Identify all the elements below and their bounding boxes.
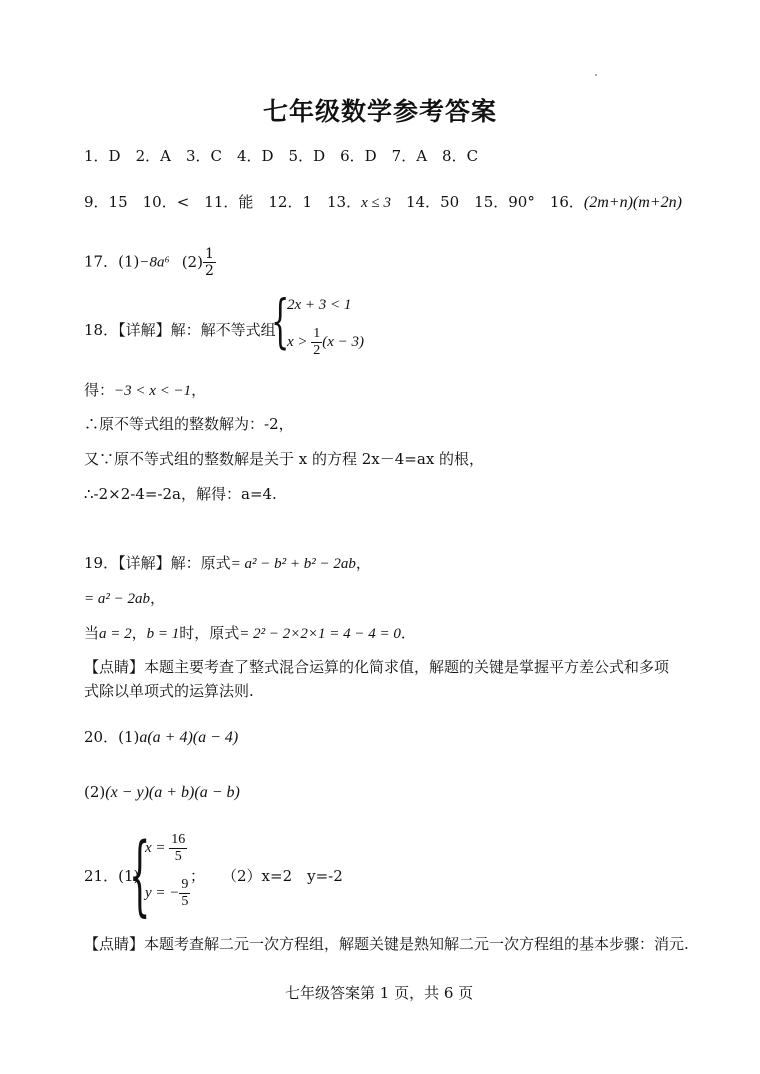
q20-part-2-math: (x − y)(a + b)(a − b) xyxy=(105,784,240,801)
q21-x-fraction xyxy=(169,832,187,865)
q19-when-sep: ， xyxy=(131,624,147,642)
q18-frac-den: 2 xyxy=(313,343,321,358)
q20-part-2-prefix: (2) xyxy=(84,783,106,801)
q21-label: 21．(1) xyxy=(84,867,140,885)
q18-frac-num: 1 xyxy=(313,326,321,341)
q19-expr-1: = a² − b² + b² − 2ab xyxy=(230,556,356,572)
q13-answer: x ≤ 3 xyxy=(361,195,391,211)
q19-when-calc: = 2² − 2×2×1 = 4 − 4 = 0 xyxy=(239,626,401,642)
q19-comment-1: 【点睛】本题主要考查了整式混合运算的化简求值，解题的关键是掌握平方差公式和多项 xyxy=(84,658,670,676)
q18-brace: { xyxy=(271,288,290,356)
q21-y-den: 5 xyxy=(181,894,189,909)
q21-separator: ； xyxy=(190,867,206,885)
q17-line xyxy=(84,246,216,279)
q19-comment-2: 式除以单项式的运算法则. xyxy=(84,682,254,700)
q17-part1: −8a⁶ xyxy=(139,254,170,271)
answers-line-2-mid: 14．50 15．90° 16． xyxy=(390,193,584,211)
q18-ineq-2-suffix: (x − 3) xyxy=(322,333,365,350)
q19-when-end: ． xyxy=(400,624,416,642)
q18-label: 18．【详解】解：解不等式组 xyxy=(84,321,276,339)
scan-speck xyxy=(595,74,597,76)
answers-line-2-prefix: 9．15 10．< 11．能 12．1 13． xyxy=(84,193,362,211)
page-title: 七年级数学参考答案 xyxy=(263,97,498,126)
q21-y-num: 9 xyxy=(181,877,189,892)
q17-frac-den: 2 xyxy=(204,263,214,279)
q18-step-1-prefix: 得： xyxy=(84,381,115,399)
q19-when-mid: 时，原式 xyxy=(179,624,240,642)
answers-line-2 xyxy=(84,191,682,212)
q20-part-1-math: a(a + 4)(a − 4) xyxy=(139,729,239,746)
q21-y-fraction xyxy=(179,877,190,910)
q19-expr-1-end: ， xyxy=(355,554,371,572)
q19-expr-2: = a² − 2ab xyxy=(84,591,150,607)
answers-line-1: 1．D 2．A 3．C 4．D 5．D 6．D 7．A 8．C xyxy=(84,147,479,165)
q21-comment: 【点睛】本题考查解二元一次方程组，解题关键是熟知解二元一次方程组的基本步骤：消元. xyxy=(84,935,689,953)
page-footer: 七年级答案第 1 页，共 6 页 xyxy=(285,984,474,1002)
q19-line-3 xyxy=(84,622,416,643)
q18-ineq-1: 2x + 3 < 1 xyxy=(287,297,352,313)
q21-part-2: （2）x=2 y=-2 xyxy=(222,867,343,885)
q19-when-a: a = 2 xyxy=(99,626,132,642)
q19-when-b: b = 1 xyxy=(146,626,180,642)
q19-line-2 xyxy=(84,587,165,608)
q21-x-num: 16 xyxy=(171,832,186,847)
q21-y xyxy=(145,877,190,910)
q19-expr-2-end: ， xyxy=(150,589,166,607)
q19-when-prefix: 当 xyxy=(84,624,100,642)
q18-fraction xyxy=(311,326,322,359)
q18-step-4: ∴-2×2-4=-2a，解得：a=4. xyxy=(84,485,277,503)
q16-answer: (2m+n)(m+2n) xyxy=(583,194,682,211)
q17-part2-label: (2) xyxy=(181,252,203,271)
q18-step-1-suffix: ， xyxy=(191,381,207,399)
q18-step-1 xyxy=(84,379,206,400)
q17-frac-num: 1 xyxy=(204,246,214,262)
q20-part-1 xyxy=(84,726,238,747)
q21-x-prefix: x = xyxy=(145,839,170,856)
q21-x-den: 5 xyxy=(174,849,182,864)
q18-ineq-2 xyxy=(287,326,364,359)
q21-x xyxy=(145,832,187,865)
q20-part-2 xyxy=(84,783,240,802)
q17-fraction xyxy=(203,246,216,279)
q18-ineq-2-prefix: x > xyxy=(287,333,312,350)
q17-prefix: 17．(1) xyxy=(84,252,140,271)
q18-step-1-math: −3 < x < −1 xyxy=(114,383,192,399)
q20-part-1-prefix: 20．(1) xyxy=(84,728,140,746)
q21-brace: { xyxy=(129,826,151,927)
q19-label: 19．【详解】解：原式 xyxy=(84,554,231,572)
q18-step-2: ∴原不等式组的整数解为：-2， xyxy=(84,415,294,433)
q19-line-1 xyxy=(84,552,371,573)
q21-y-prefix: y = − xyxy=(145,884,180,901)
q18-step-3: 又∵原不等式组的整数解是关于 x 的方程 2x－4=ax 的根， xyxy=(84,450,485,468)
